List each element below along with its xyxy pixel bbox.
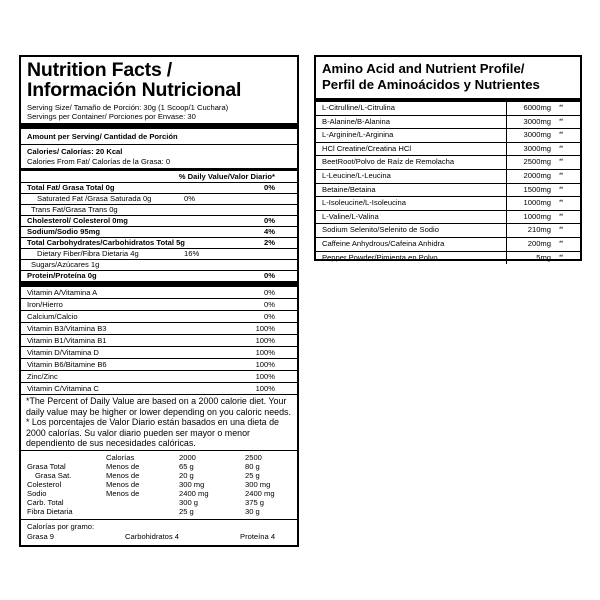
amino-name: L-Arginine/L-Arginina xyxy=(322,130,394,140)
nutrient-label: Protein/Proteína 0g xyxy=(27,271,97,280)
amino-name: Sodium Selenito/Selenito de Sodio xyxy=(322,225,439,235)
nutrient-daily-value: 0% xyxy=(264,216,275,225)
amino-mark: ** xyxy=(559,200,563,207)
vitamin-daily-value: 100% xyxy=(255,372,275,381)
daily-values-table-row xyxy=(21,480,297,489)
vitamin-daily-value: 0% xyxy=(264,312,275,321)
amino-title xyxy=(316,57,580,93)
table-row-2500: 80 g xyxy=(245,461,260,471)
daily-values-table-row xyxy=(21,471,297,480)
nutrient-daily-value: 0% xyxy=(264,271,275,280)
daily-values-table-row xyxy=(21,498,297,507)
nutrient-daily-value: 4% xyxy=(264,227,275,236)
vitamin-row xyxy=(21,371,297,383)
amino-name: L-Citrulline/L-Citrulina xyxy=(322,103,396,112)
vitamin-daily-value: 100% xyxy=(255,324,275,333)
amino-amount: 210mg xyxy=(506,224,555,237)
amino-mark: ** xyxy=(559,227,563,234)
footnote-spanish: * Los porcentajes de Valor Diario están basados en una dieta de 2000 calorías. Su valor diario pueden ser mayor o menor dependiento de sus necesidades calóricas. xyxy=(26,417,279,449)
vitamin-row xyxy=(21,311,297,323)
nutrient-daily-value: 2% xyxy=(264,238,275,247)
nutrition-title-line2: Información Nutricional xyxy=(27,79,242,101)
nutrient-label: Sugars/Azúcares 1g xyxy=(31,260,100,269)
table-row-2000: 65 g xyxy=(179,461,194,471)
amino-amount: 5mg xyxy=(506,252,555,265)
table-row-2000: 2400 mg xyxy=(179,488,209,498)
table-row-qualifier: Menos de xyxy=(106,479,140,489)
amino-mark: ** xyxy=(559,145,563,152)
vitamin-label: Zinc/Zinc xyxy=(27,372,58,381)
cpg-protein: Proteína 4 xyxy=(240,531,276,541)
table-row-qualifier: Menos de xyxy=(106,488,140,498)
table-row-name: Grasa Sat. xyxy=(35,470,72,480)
table-row-name: Fibra Dietaria xyxy=(27,506,73,516)
nutrient-list xyxy=(21,183,297,281)
vitamin-label: Vitamin A/Vitamina A xyxy=(27,288,98,297)
vitamin-daily-value: 0% xyxy=(264,300,275,309)
nutrient-label: Trans Fat/Grasa Trans 0g xyxy=(31,205,118,214)
amino-name: Pepper Powder/Pimienta en Polvo xyxy=(322,252,438,262)
vitamin-daily-value: 100% xyxy=(255,348,275,357)
calories: Calories/ Calorías: 20 Kcal xyxy=(27,147,123,156)
amino-mark: ** xyxy=(559,132,563,139)
table-header-2000: 2000 xyxy=(179,452,196,462)
nutrient-label: Total Carbohydrates/Carbohidratos Total 5g xyxy=(27,238,185,247)
daily-values-table-row xyxy=(21,489,297,498)
table-header-2500: 2500 xyxy=(245,452,262,462)
calories-per-gram xyxy=(21,520,297,542)
table-row-2500: 30 g xyxy=(245,506,260,516)
vitamin-label: Vitamin D/Vitamina D xyxy=(27,348,99,357)
nutrient-label: Sodium/Sodio 95mg xyxy=(27,227,100,236)
cpg-carbohydrates: Carbohidratos 4 xyxy=(125,531,180,541)
daily-values-table-row xyxy=(21,507,297,516)
vitamin-row xyxy=(21,335,297,347)
amino-amount: 3000mg xyxy=(506,129,555,142)
amino-mark: ** xyxy=(559,172,563,179)
nutrient-label: Total Fat/ Grasa Total 0g xyxy=(27,183,115,192)
vitamin-row xyxy=(21,383,297,394)
table-row-name: Carb. Total xyxy=(27,497,64,507)
nutrition-title-line1: Nutrition Facts / xyxy=(27,59,173,81)
amino-amount: 1000mg xyxy=(506,197,555,210)
amino-row xyxy=(316,238,580,252)
amino-amount: 2000mg xyxy=(506,170,555,183)
amino-name: BeetRoot/Polvo de Raíz de Remolacha xyxy=(322,157,455,167)
nutrient-daily-value: 0% xyxy=(184,194,195,203)
nutrient-row xyxy=(21,271,297,281)
vitamin-label: Vitamin B6/Bitamine B6 xyxy=(27,360,107,369)
amino-row xyxy=(316,156,580,170)
amino-name: L-Leucine/L-Leucina xyxy=(322,170,391,180)
amino-amount: 6000mg xyxy=(506,102,555,115)
vitamin-daily-value: 100% xyxy=(255,336,275,345)
table-row-2500: 25 g xyxy=(245,470,260,480)
amino-row xyxy=(316,197,580,211)
amino-mark: ** xyxy=(559,118,563,125)
nutrient-row xyxy=(21,249,297,260)
servings-per-container: Servings per Container/ Porciones por Envase: 30 xyxy=(27,112,196,121)
amino-row xyxy=(316,211,580,225)
vitamin-label: Vitamin C/Vitamina C xyxy=(27,384,99,393)
vitamin-row xyxy=(21,287,297,299)
amino-row xyxy=(316,116,580,130)
table-row-name: Sodio xyxy=(27,488,47,498)
amino-name: Caffeine Anhydrous/Cafeina Anhidra xyxy=(322,238,445,248)
table-row-2000: 25 g xyxy=(179,506,194,516)
footnote xyxy=(21,395,297,450)
amino-title-line1: Amino Acid and Nutrient Profile/ xyxy=(322,61,525,76)
amino-row xyxy=(316,224,580,238)
vitamin-daily-value: 100% xyxy=(255,360,275,369)
vitamin-daily-value: 0% xyxy=(264,288,275,297)
vitamin-row xyxy=(21,359,297,371)
amino-mark: ** xyxy=(559,105,563,111)
table-header-label: Calorías xyxy=(106,452,135,462)
vitamin-list xyxy=(21,287,297,395)
daily-value-header: % Daily Value/Valor Diario* xyxy=(21,171,297,183)
amino-name: B-Alanine/B-Alanina xyxy=(322,116,390,126)
amino-row xyxy=(316,184,580,198)
table-row-qualifier: Menos de xyxy=(106,461,140,471)
amino-name: HCl Creatine/Creatina HCl xyxy=(322,143,412,153)
nutrient-label: Cholesterol/ Colesterol 0mg xyxy=(27,216,128,225)
nutrient-row xyxy=(21,238,297,249)
amino-acid-panel xyxy=(314,55,582,261)
amino-name: L-Valine/L-Valina xyxy=(322,211,379,221)
calories-per-gram-label: Calorías por gramo: xyxy=(27,521,95,531)
nutrition-facts-panel xyxy=(19,55,299,547)
table-row-2500: 375 g xyxy=(245,497,265,507)
amino-amount: 3000mg xyxy=(506,116,555,129)
nutrient-row xyxy=(21,205,297,216)
vitamin-row xyxy=(21,323,297,335)
amino-mark: ** xyxy=(559,186,563,193)
nutrition-title xyxy=(21,57,297,100)
cpg-fat: Grasa 9 xyxy=(27,531,55,541)
amino-row xyxy=(316,102,580,116)
amino-row xyxy=(316,129,580,143)
amino-amount: 3000mg xyxy=(506,143,555,156)
table-row-name: Colesterol xyxy=(27,479,62,489)
nutrient-row xyxy=(21,216,297,227)
amino-mark: ** xyxy=(559,213,563,220)
amino-mark: ** xyxy=(559,159,563,166)
table-row-2500: 300 mg xyxy=(245,479,271,489)
amino-mark: ** xyxy=(559,254,563,261)
vitamin-label: Iron/Hierro xyxy=(27,300,63,309)
table-row-2000: 20 g xyxy=(179,470,194,480)
amino-list xyxy=(316,102,580,264)
amino-name: Betaine/Betaina xyxy=(322,184,376,194)
amino-mark: ** xyxy=(559,240,563,247)
table-row-2500: 2400 mg xyxy=(245,488,275,498)
vitamin-label: Vitamin B3/Vitamina B3 xyxy=(27,324,107,333)
vitamin-label: Calcium/Calcio xyxy=(27,312,78,321)
amino-title-line2: Perfil de Aminoácidos y Nutrientes xyxy=(322,77,540,92)
footnote-english: *The Percent of Daily Value are based on a 2000 calorie diet. Your daily value may be higher or lower depending on you caloric needs. xyxy=(26,396,291,417)
nutrient-row xyxy=(21,227,297,238)
nutrient-label: Saturated Fat /Grasa Saturada 0g xyxy=(37,194,152,203)
vitamin-row xyxy=(21,299,297,311)
table-row-name: Grasa Total xyxy=(27,461,66,471)
nutrient-row xyxy=(21,260,297,271)
vitamin-label: Vitamin B1/Vitamina B1 xyxy=(27,336,107,345)
amino-name: L-Isoleucine/L-Isoleucina xyxy=(322,198,407,208)
nutrient-row xyxy=(21,183,297,194)
amino-amount: 200mg xyxy=(506,238,555,251)
amount-per-serving: Amount per Serving/ Cantidad de Porción xyxy=(21,129,297,145)
table-row-qualifier: Menos de xyxy=(106,470,140,480)
amino-row xyxy=(316,170,580,184)
nutrient-daily-value: 16% xyxy=(184,249,200,258)
table-row-2000: 300 mg xyxy=(179,479,205,489)
vitamin-daily-value: 100% xyxy=(255,384,275,393)
serving-size: Serving Size/ Tamaño de Porción: 30g (1 Scoop/1 Cuchara) xyxy=(27,103,229,112)
nutrient-row xyxy=(21,194,297,205)
amino-row xyxy=(316,252,580,265)
nutrient-label: Dietary Fiber/Fibra Dietaria 4g xyxy=(37,249,139,258)
vitamin-row xyxy=(21,347,297,359)
nutrient-daily-value: 0% xyxy=(264,183,275,192)
daily-values-table xyxy=(21,451,297,519)
amino-amount: 1500mg xyxy=(506,184,555,197)
daily-values-table-header xyxy=(21,453,297,462)
amino-amount: 2500mg xyxy=(506,156,555,169)
amino-row xyxy=(316,143,580,157)
calories-from-fat: Calories From Fat/ Calorías de la Grasa: 0 xyxy=(27,157,171,166)
daily-values-table-row xyxy=(21,462,297,471)
amino-amount: 1000mg xyxy=(506,211,555,224)
table-row-2000: 300 g xyxy=(179,497,199,507)
